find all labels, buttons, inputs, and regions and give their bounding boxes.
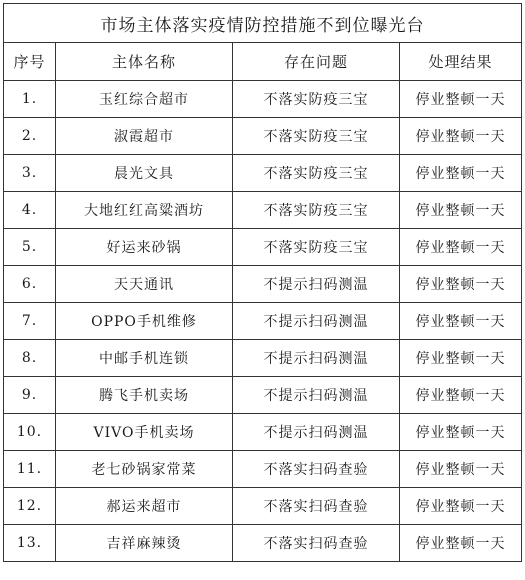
- table-row: [4, 488, 522, 525]
- cell-entity-name: 好运来砂锅: [56, 229, 233, 266]
- cell-serial-number: 3.: [4, 155, 56, 192]
- cell-serial-number: 9.: [4, 377, 56, 414]
- cell-serial-number: 5.: [4, 229, 56, 266]
- cell-issue: 不落实防疫三宝: [233, 229, 400, 266]
- cell-issue: 不落实防疫三宝: [233, 118, 400, 155]
- header-result: 处理结果: [400, 43, 522, 81]
- table-row: [4, 377, 522, 414]
- cell-entity-name: 中邮手机连锁: [56, 340, 233, 377]
- cell-result: 停业整顿一天: [400, 303, 522, 340]
- cell-result: 停业整顿一天: [400, 266, 522, 303]
- cell-serial-number: 11.: [4, 451, 56, 488]
- header-row: [4, 43, 522, 81]
- table-row: [4, 303, 522, 340]
- cell-issue: 不落实防疫三宝: [233, 192, 400, 229]
- table-row: [4, 81, 522, 118]
- cell-issue: 不落实扫码查验: [233, 488, 400, 525]
- table-row: [4, 229, 522, 266]
- cell-entity-name: VIVO手机卖场: [56, 414, 233, 451]
- table-title: 市场主体落实疫情防控措施不到位曝光台: [4, 4, 522, 43]
- cell-issue: 不落实防疫三宝: [233, 155, 400, 192]
- cell-result: 停业整顿一天: [400, 451, 522, 488]
- cell-issue: 不提示扫码测温: [233, 340, 400, 377]
- table-row: [4, 118, 522, 155]
- table-row: [4, 340, 522, 377]
- cell-entity-name: 郝运来超市: [56, 488, 233, 525]
- cell-issue: 不提示扫码测温: [233, 303, 400, 340]
- cell-serial-number: 10.: [4, 414, 56, 451]
- cell-result: 停业整顿一天: [400, 155, 522, 192]
- exposure-sheet: [3, 3, 521, 562]
- cell-result: 停业整顿一天: [400, 488, 522, 525]
- cell-entity-name: 腾飞手机卖场: [56, 377, 233, 414]
- cell-entity-name: OPPO手机维修: [56, 303, 233, 340]
- header-serial-number: 序号: [4, 43, 56, 81]
- table-row: [4, 155, 522, 192]
- cell-serial-number: 8.: [4, 340, 56, 377]
- cell-result: 停业整顿一天: [400, 81, 522, 118]
- cell-issue: 不落实防疫三宝: [233, 81, 400, 118]
- cell-issue: 不提示扫码测温: [233, 266, 400, 303]
- table-row: [4, 451, 522, 488]
- cell-entity-name: 天天通讯: [56, 266, 233, 303]
- header-issue: 存在问题: [233, 43, 400, 81]
- table-row: [4, 192, 522, 229]
- table-row: [4, 266, 522, 303]
- header-entity-name: 主体名称: [56, 43, 233, 81]
- cell-issue: 不落实扫码查验: [233, 451, 400, 488]
- cell-result: 停业整顿一天: [400, 377, 522, 414]
- cell-result: 停业整顿一天: [400, 192, 522, 229]
- table-row: [4, 525, 522, 562]
- cell-serial-number: 12.: [4, 488, 56, 525]
- cell-result: 停业整顿一天: [400, 414, 522, 451]
- cell-entity-name: 淑霞超市: [56, 118, 233, 155]
- title-row: [4, 4, 522, 43]
- table-row: [4, 414, 522, 451]
- cell-result: 停业整顿一天: [400, 118, 522, 155]
- cell-result: 停业整顿一天: [400, 229, 522, 266]
- cell-entity-name: 老七砂锅家常菜: [56, 451, 233, 488]
- cell-entity-name: 玉红综合超市: [56, 81, 233, 118]
- cell-serial-number: 13.: [4, 525, 56, 562]
- cell-entity-name: 晨光文具: [56, 155, 233, 192]
- cell-issue: 不提示扫码测温: [233, 414, 400, 451]
- cell-issue: 不落实扫码查验: [233, 525, 400, 562]
- cell-entity-name: 吉祥麻辣烫: [56, 525, 233, 562]
- cell-serial-number: 6.: [4, 266, 56, 303]
- exposure-table: [3, 3, 522, 562]
- cell-serial-number: 2.: [4, 118, 56, 155]
- cell-result: 停业整顿一天: [400, 340, 522, 377]
- cell-serial-number: 4.: [4, 192, 56, 229]
- cell-serial-number: 7.: [4, 303, 56, 340]
- cell-result: 停业整顿一天: [400, 525, 522, 562]
- cell-issue: 不提示扫码测温: [233, 377, 400, 414]
- cell-entity-name: 大地红红高粱酒坊: [56, 192, 233, 229]
- cell-serial-number: 1.: [4, 81, 56, 118]
